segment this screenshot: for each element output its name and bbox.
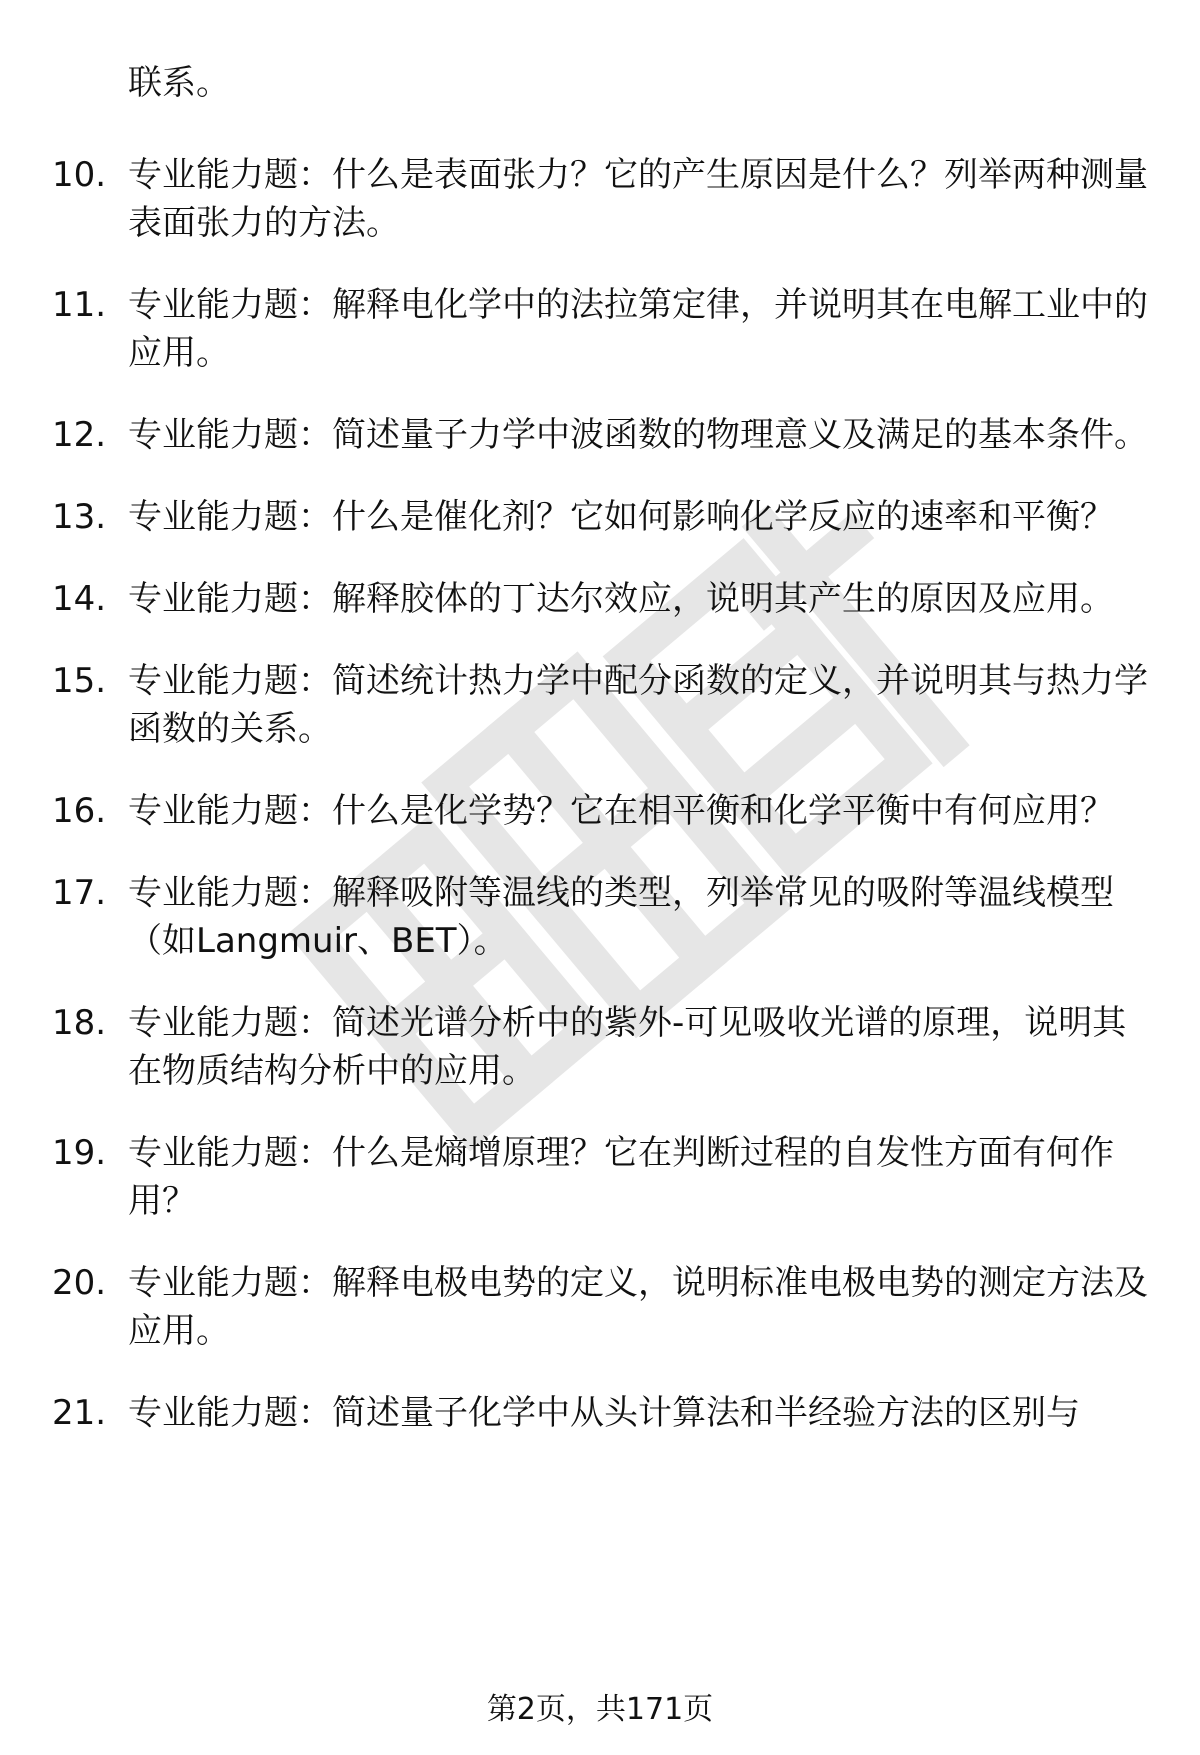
question-number: 21. [52,1393,107,1433]
question-number: 17. [52,873,107,913]
question-item [0,1259,1200,1355]
question-number: 11. [52,285,107,325]
question-text: 专业能力题：什么是催化剂？它如何影响化学反应的速率和平衡？ [128,497,1114,537]
question-number: 13. [52,497,107,537]
question-text: 专业能力题：什么是化学势？它在相平衡和化学平衡中有何应用？ [128,791,1114,831]
question-text: 专业能力题：简述量子化学中从头计算法和半经验方法的区别与 [128,1393,1080,1433]
question-list [0,151,1200,1437]
question-item [0,151,1200,247]
question-item [0,281,1200,377]
question-text: 专业能力题：解释吸附等温线的类型，列举常见的吸附等温线模型（如Langmuir、BET）。 [128,873,1114,961]
question-text: 专业能力题：什么是熵增原理？它在判断过程的自发性方面有何作用？ [128,1133,1114,1221]
question-item [0,1389,1200,1437]
question-number: 15. [52,661,107,701]
question-text: 专业能力题：解释胶体的丁达尔效应，说明其产生的原因及应用。 [128,579,1114,619]
page-footer: 第2页，共171页 [486,1692,714,1727]
question-number: 10. [52,155,107,195]
question-text: 专业能力题：简述量子力学中波函数的物理意义及满足的基本条件。 [128,415,1148,455]
question-text: 专业能力题：什么是表面张力？它的产生原因是什么？列举两种测量表面张力的方法。 [128,155,1148,243]
question-text: 专业能力题：解释电极电势的定义，说明标准电极电势的测定方法及应用。 [128,1263,1148,1351]
question-item [0,1129,1200,1225]
question-item [0,493,1200,541]
question-text: 专业能力题：简述统计热力学中配分函数的定义，并说明其与热力学函数的关系。 [128,661,1148,749]
question-number: 20. [52,1263,107,1303]
question-text: 专业能力题：简述光谱分析中的紫外-可见吸收光谱的原理，说明其在物质结构分析中的应用。 [128,1003,1127,1091]
question-number: 16. [52,791,107,831]
question-item [0,787,1200,835]
question-item [0,999,1200,1095]
question-number: 12. [52,415,107,455]
question-text: 专业能力题：解释电化学中的法拉第定律，并说明其在电解工业中的应用。 [128,285,1148,373]
question-number: 18. [52,1003,107,1043]
question-item [0,657,1200,753]
question-item [0,575,1200,623]
question-content [0,58,1200,1471]
question-number: 19. [52,1133,107,1173]
continuation-text: 联系。 [128,63,230,103]
question-number: 14. [52,579,107,619]
question-item [0,869,1200,965]
question-item [0,411,1200,459]
